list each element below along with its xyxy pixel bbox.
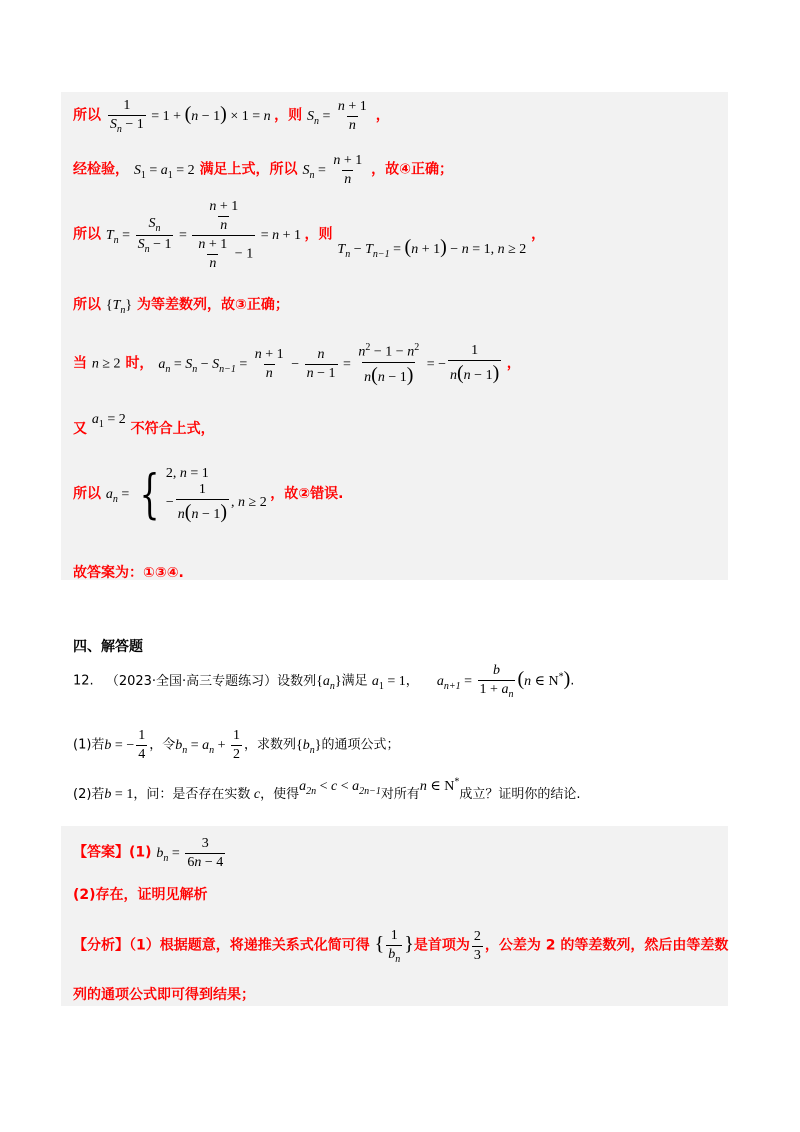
formula-recurrence: $a_{n+1}$ = $\frac{b}{1 + a_n}$ (n ∈ N*): [436, 663, 571, 700]
formula-bn-seq: $\{b_n\}$: [296, 737, 322, 756]
formula-inequality: $a_{2n} < c < a_{2n-1}$: [299, 779, 381, 797]
formula-reciprocal-bn: { $\frac{1}{b_n}$ }: [374, 928, 414, 965]
formula-an-piecewise: $a_n$ = { 2, n = 1 − $\frac{1}{n(n - 1)}$ , n ≥ 2: [105, 465, 267, 525]
solution-line-8: 故答案为：①③④.: [73, 565, 184, 581]
formula-n-ge-2: n ≥ 2: [91, 356, 121, 372]
solution-line-7: 所以 $a_n$ = { 2, n = 1 − $\frac{1}{n(n - 1)}$ , n ≥ 2 ，故②错误.: [73, 465, 344, 525]
answer-line-2: (2)存在，证明见解析: [73, 887, 208, 903]
formula-reciprocal-s: $\frac{1}{S_n - 1}$ = 1 + (n − 1) × 1 = n: [109, 98, 275, 135]
analysis-line-1: 【分析】（1）根据题意，将递推关系式化简可得 { $\frac{1}{b_n}$ }是首项为 $\frac{2}{3}$ ，公差为 2 的等差数列，然后由等差数: [73, 928, 729, 965]
formula-s1: $S_1 = a_1 = 2$: [133, 162, 195, 181]
formula-n-in-n: n ∈ N*: [419, 776, 460, 794]
problem-statement: 12. （2023·全国·高三专题练习）设数列$\{a_n\}$满足 $a_1 = 1$， $a_{n+1}$ = $\frac{b}{1 + a_n}$ (n ∈ N*).: [73, 663, 575, 700]
section-heading: 四、解答题: [73, 639, 143, 655]
formula-tn-diff: $T_n - T_{n-1} = (n + 1) - n = 1$, n ≥ 2: [337, 235, 527, 260]
formula-b-eq-1: b = 1: [104, 787, 134, 802]
formula-bn-answer: $b_n$ = $\frac{3}{6n - 4}$: [156, 836, 224, 870]
formula-tn-seq: $\{T_n\}$: [105, 298, 133, 316]
formula-b-value: b = − $\frac{1}{4}$: [104, 728, 146, 762]
solution-line-6: 又 $a_1 = 2$ 不符合上式，: [73, 412, 215, 437]
formula-tn: $T_n$ = $\frac{S_n}{S_n - 1}$ = $\frac{n + 1}{n}$ $\frac{n + 1}{n}$ − 1 = n + 1: [105, 199, 302, 271]
solution-line-4: 所以 $\{T_n\}$ 为等差数列，故③正确；: [73, 297, 289, 316]
formula-a1: $a_1 = 2$: [91, 412, 126, 430]
formula-an-seq: $\{a_n\}$: [316, 673, 342, 692]
solution-line-3: 所以 $T_n$ = $\frac{S_n}{S_n - 1}$ = $\frac{n + 1}{n}$ $\frac{n + 1}{n}$ − 1 = n + 1 ，则 $T_n - T_{n-1} = (n + 1) - n = 1$, n ≥ 2 ，: [73, 199, 546, 271]
formula-bn-def: $b_n = a_n$ + $\frac{1}{2}$: [175, 728, 241, 762]
solution-line-2: 经检验， $S_1 = a_1 = 2$ 满足上式，所以 $S_n$ = $\frac{n + 1}{n}$ ，故④正确；: [73, 153, 453, 187]
solution-line-5: 当 n ≥ 2 时， $a_n = S_n - S_{n-1}$ = $\frac{n + 1}{n}$ − $\frac{n}{n - 1}$ = $\frac{n^2 - 1 - n^2}{n(n - 1)}$ = − $\frac{1}{n(n - 1)}$ ，: [73, 342, 521, 386]
analysis-line-2: 列的通项公式即可得到结果；: [73, 987, 255, 1003]
formula-two-thirds: $\frac{2}{3}$: [473, 928, 481, 963]
formula-c: c: [250, 787, 261, 802]
formula-a1-eq-1: $a_1 = 1$: [371, 673, 406, 692]
problem-part-2: (2)若b = 1，问：是否存在实数 c，使得$a_{2n} < c < a_{2n-1}$对所有n ∈ N*成立？证明你的结论.: [73, 776, 581, 802]
answer-line-1: 【答案】(1) $b_n$ = $\frac{3}{6n - 4}$: [73, 836, 227, 871]
formula-sn: $S_n$ = $\frac{n + 1}{n}$: [307, 98, 367, 133]
formula-an: $a_n = S_n - S_{n-1}$ = $\frac{n + 1}{n}$ − $\frac{n}{n - 1}$ = $\frac{n^2 - 1 - n^2}{n(n - 1)}$ = − $\frac{1}{n(n - 1)}$: [158, 342, 500, 386]
problem-part-1: (1)若b = − $\frac{1}{4}$ ，令$b_n = a_n$ + $\frac{1}{2}$ ，求数列$\{b_n\}$的通项公式；: [73, 728, 400, 762]
solution-line-1: 所以 $\frac{1}{S_n - 1}$ = 1 + (n − 1) × 1 = n ，则 $S_n$ = $\frac{n + 1}{n}$ ，: [73, 98, 390, 135]
formula-sn-2: $S_n$ = $\frac{n + 1}{n}$: [302, 153, 363, 187]
